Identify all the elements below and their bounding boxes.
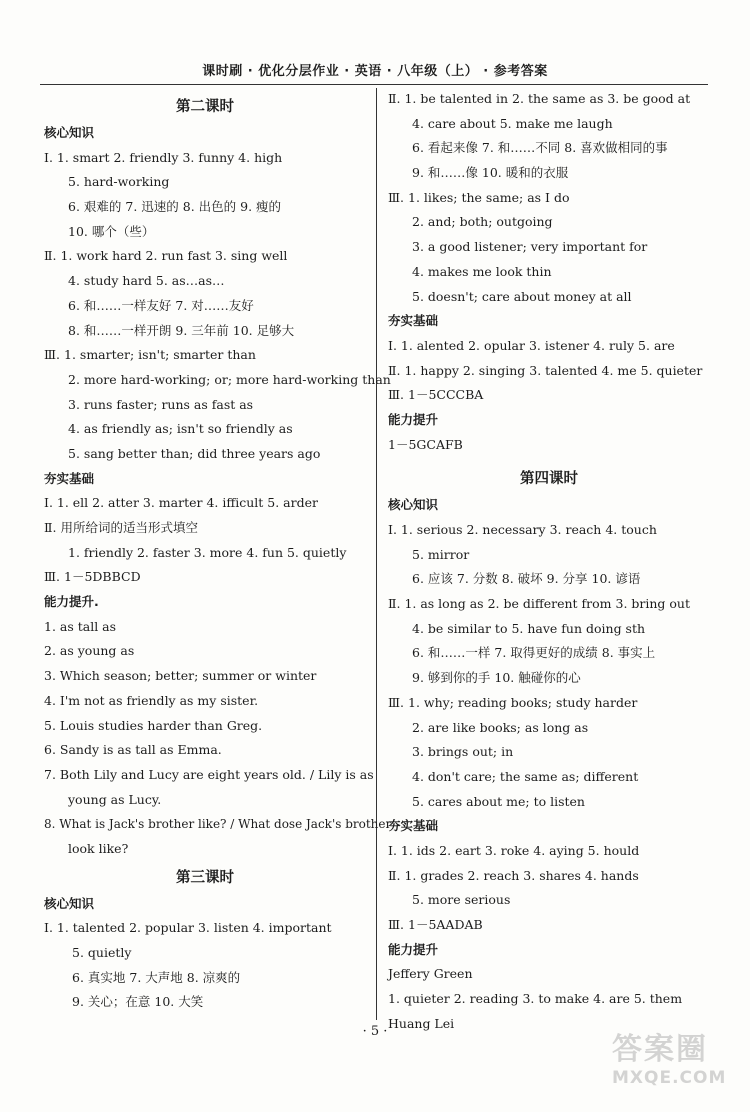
answer-line: Ⅱ. 1. grades 2. reach 3. shares 4. hands: [388, 867, 639, 883]
answer-line: 1. quieter 2. reading 3. to make 4. are 5. them: [388, 991, 683, 1007]
column-divider: [376, 88, 377, 1020]
answer-line: 5. doesn't; care about money at all: [412, 288, 632, 304]
answer-line: 5. mirror: [412, 546, 470, 562]
answer-line: Ⅰ. 1. ell 2. atter 3. marter 4. ifficult 5. arder: [44, 495, 318, 511]
answer-line: Ⅲ. 1－5DBBCD: [44, 569, 141, 585]
answer-line: 8. 和……一样开朗 9. 三年前 10. 足够大: [68, 322, 295, 338]
answer-line: 5. hard-working: [68, 174, 170, 190]
watermark-logo-text: 答案圈: [612, 1032, 708, 1067]
answer-line: 3. runs faster; runs as fast as: [68, 396, 254, 412]
answer-line: 1. as tall as: [44, 618, 117, 634]
section-heading: 能力提升.: [44, 594, 99, 610]
section-heading: 核心知识: [44, 895, 95, 911]
section-heading: 夯实基础: [388, 313, 439, 329]
answer-line: 1. friendly 2. faster 3. more 4. fun 5. quietly: [68, 544, 347, 560]
answer-line: Ⅲ. 1. smarter; isn't; smarter than: [44, 347, 256, 363]
answer-line: 6. 和……一样 7. 取得更好的成绩 8. 事实上: [412, 645, 656, 661]
header-rule: [40, 84, 708, 85]
answer-line: Jeffery Green: [388, 966, 473, 982]
lesson-title: 第四课时: [520, 471, 578, 488]
answer-line: 6. 和……一样友好 7. 对……友好: [68, 297, 254, 313]
answer-line: Ⅱ. 1. work hard 2. run fast 3. sing well: [44, 248, 288, 264]
lesson-title: 第三课时: [176, 869, 234, 886]
answer-line: 4. don't care; the same as; different: [412, 768, 639, 784]
answer-line: look like?: [68, 840, 129, 856]
answer-line: 9. 够到你的手 10. 触碰你的心: [412, 670, 581, 686]
answer-line: 2. as young as: [44, 643, 135, 659]
answer-line: 6. 真实地 7. 大声地 8. 凉爽的: [72, 969, 241, 985]
answer-line: Huang Lei: [388, 1015, 455, 1031]
answer-line: Ⅰ. 1. alented 2. opular 3. istener 4. ruly 5. are: [388, 337, 675, 353]
answer-line: 3. Which season; better; summer or winter: [44, 668, 317, 684]
answer-line: 4. be similar to 5. have fun doing sth: [412, 620, 646, 636]
answer-line: 2. are like books; as long as: [412, 719, 589, 735]
answer-line: young as Lucy.: [68, 791, 162, 807]
answer-line: Ⅰ. 1. serious 2. necessary 3. reach 4. touch: [388, 522, 657, 537]
section-heading: 夯实基础: [44, 470, 95, 486]
answer-line: 6. Sandy is as tall as Emma.: [44, 742, 222, 758]
answer-line: 4. care about 5. make me laugh: [412, 115, 613, 131]
answer-line: 5. more serious: [412, 892, 511, 908]
answer-line: 1－5GCAFB: [388, 436, 463, 452]
answer-line: 4. makes me look thin: [412, 263, 552, 279]
right-column: [388, 87, 710, 1036]
answer-line: 7. Both Lily and Lucy are eight years old. / Lily is as: [44, 766, 374, 782]
answer-line: 9. 关心；在意 10. 大笑: [72, 994, 204, 1010]
answer-line: Ⅰ. 1. ids 2. eart 3. roke 4. aying 5. hould: [388, 842, 640, 858]
answer-line: Ⅰ. 1. smart 2. friendly 3. funny 4. high: [44, 149, 283, 165]
answer-line: 5. cares about me; to listen: [412, 793, 585, 809]
answer-line: 3. a good listener; very important for: [412, 239, 648, 255]
answer-line: Ⅱ. 1. be talented in 2. the same as 3. be good at: [388, 91, 691, 106]
answer-line: Ⅲ. 1－5CCCBA: [388, 387, 484, 403]
answer-line: 2. more hard-working; or; more hard-working than: [68, 371, 391, 387]
section-heading: 夯实基础: [388, 818, 439, 834]
answer-line: 5. Louis studies harder than Greg.: [44, 717, 263, 733]
section-heading: 能力提升: [388, 411, 439, 427]
answer-line: Ⅰ. 1. talented 2. popular 3. listen 4. important: [44, 920, 332, 936]
watermark-url: MXQE.COM: [612, 1068, 727, 1088]
answer-line: 4. I'm not as friendly as my sister.: [44, 692, 259, 708]
answer-line: Ⅱ. 用所给词的适当形式填空: [44, 520, 198, 535]
answer-line: 5. quietly: [72, 945, 132, 960]
answer-line: 5. sang better than; did three years ago: [68, 445, 321, 461]
answer-line: 4. study hard 5. as…as…: [68, 273, 225, 289]
lesson-title: 第二课时: [176, 99, 234, 115]
page-header: 课时刷 · 优化分层作业 · 英语 · 八年级（上） · 参考答案: [202, 64, 548, 79]
section-heading: 能力提升: [388, 941, 439, 957]
answer-line: 6. 艰难的 7. 迅速的 8. 出色的 9. 瘦的: [68, 199, 282, 215]
answer-line: 6. 看起来像 7. 和……不同 8. 喜欢做相同的事: [412, 140, 668, 156]
answer-line: 10. 哪个（些）: [68, 223, 155, 239]
answer-line: 3. brings out; in: [412, 744, 514, 760]
answer-line: Ⅲ. 1－5AADAB: [388, 917, 483, 932]
watermark-logo: [612, 1024, 727, 1098]
answer-line: 8. What is Jack's brother like? / What dose Jack's brother: [44, 817, 392, 832]
section-heading: 核心知识: [44, 125, 95, 140]
answer-line: Ⅲ. 1. why; reading books; study harder: [388, 694, 638, 710]
page-number: · 5 ·: [362, 1024, 388, 1039]
answer-line: Ⅱ. 1. as long as 2. be different from 3. bring out: [388, 596, 690, 612]
answer-line: Ⅲ. 1. likes; the same; as I do: [388, 189, 570, 205]
left-column: [44, 93, 392, 1015]
answer-line: 9. 和……像 10. 暖和的衣服: [412, 165, 569, 181]
answer-line: Ⅱ. 1. happy 2. singing 3. talented 4. me 5. quieter: [388, 362, 703, 378]
answer-line: 4. as friendly as; isn't so friendly as: [68, 421, 293, 437]
answer-line: 6. 应该 7. 分数 8. 破坏 9. 分享 10. 谚语: [412, 571, 641, 587]
answer-line: 2. and; both; outgoing: [412, 214, 553, 230]
section-heading: 核心知识: [388, 497, 439, 513]
